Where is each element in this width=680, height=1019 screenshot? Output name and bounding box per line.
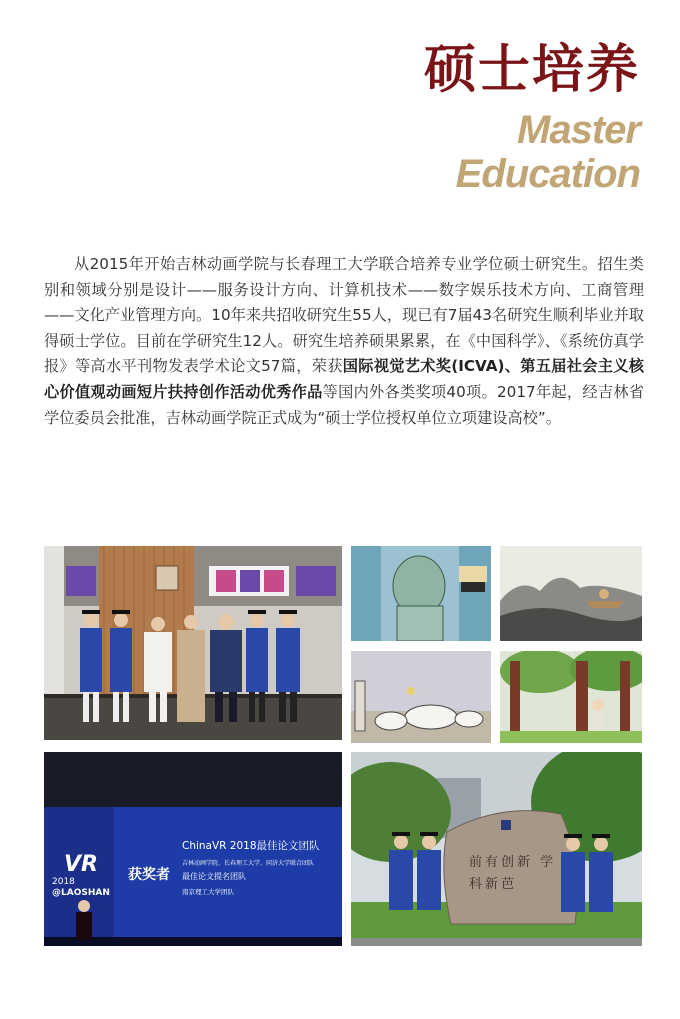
intro-paragraph [44,252,644,431]
stone-inscription: 前有创新 学科新芭 [469,855,557,892]
animation-still-sheep [351,651,491,743]
vr-logo: VR [64,852,98,877]
intro-text-end: 等国内外各类奖项40项。2017年起，经吉林省学位委员会批准，吉林动画学院正式成为“硕士学位授权单位立项建设高校”。 [44,382,645,427]
graduates-hall-photo [44,546,342,740]
award-line-3: 最佳论文提名团队 [182,872,246,881]
award-line-2: 吉林动画学院、长春理工大学、同济大学联合团队 [182,860,315,867]
graduates-stone-photo [351,752,642,946]
winner-label: 获奖者 [128,867,170,883]
page-subtitle-en [456,108,640,196]
vr-year: 2018 [52,877,75,887]
award-ceremony-photo [44,752,342,946]
intro-bold-awards: 国际视觉艺术奖(ICVA)、第五届社会主义核心价值观动画短片扶持创作活动优秀作品 [44,357,644,401]
award-headline: ChinaVR 2018最佳论文团队 [182,840,320,852]
subtitle-line-2: Education [455,152,640,196]
animation-still-lion [351,546,491,641]
vr-place: @LAOSHAN [52,888,110,898]
intro-text: 从2015年开始吉林动画学院与长春理工大学联合培养专业学位硕士研究生。招生类别和领域分别是设计——服务设计方向、计算机技术——数字娱乐技术方向、工商管理——文化产业管理方向。10年来共招收研究生55人，现已有7届43名研究生顺利毕业并取得硕士学位。目前在学研究生12人。研究生培养硕果累累，在《中国科学》、《系统仿真学报》等高水平刊物发表学术论文57篇，荣获 [44,255,644,376]
subtitle-line-1: Master [517,108,640,152]
animation-still-boat [500,546,642,641]
page-title: 硕士培养 [423,39,640,100]
animation-still-forest [500,651,642,743]
award-line-4: 南京理工大学团队 [182,888,234,896]
